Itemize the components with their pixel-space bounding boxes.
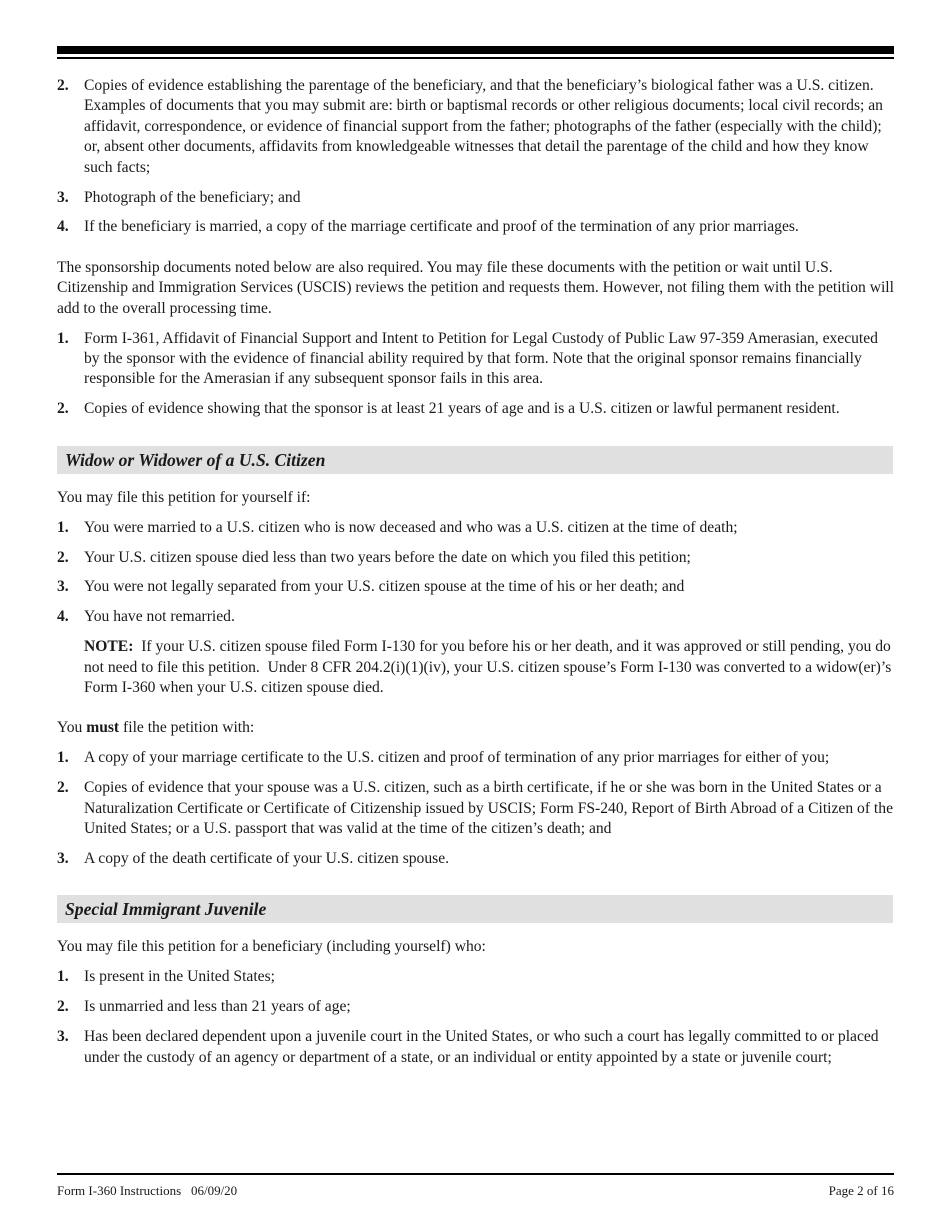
list-item xyxy=(57,577,897,597)
widow-docs-list xyxy=(57,748,897,869)
list-item xyxy=(57,748,897,768)
list-item xyxy=(57,1027,897,1068)
page-content xyxy=(57,76,897,1077)
list-item xyxy=(57,967,897,987)
list-number: 1. xyxy=(57,968,69,986)
list-text: Copies of evidence showing that the sponsor is at least 21 years of age and is a U.S. citizen or lawful permanent resident. xyxy=(84,400,840,418)
sponsorship-intro: The sponsorship documents noted below are also required. You may file these documents with the petition or wait until U.S. Citizenship and Immigration Services (USCIS) reviews the petition and requests them. However, not filing them with the petition will add to the overall processing time. xyxy=(57,258,894,317)
must-file-line xyxy=(57,718,897,738)
section-heading-juvenile: Special Immigrant Juvenile xyxy=(57,895,893,923)
note-text: If your U.S. citizen spouse filed Form I-130 for you before his or her death, and it was approved or still pending, you do not need to file this petition. Under 8 CFR 204.2(i)(1)(iv), your U.S. citizen spouse’s Form I-130 was converted to a widow(er)’s Form I-360 when your U.S. citizen spouse died. xyxy=(84,638,896,697)
list-item xyxy=(57,329,897,390)
must-pre: You xyxy=(57,719,87,737)
list-text: If the beneficiary is married, a copy of the marriage certificate and proof of the termination of any prior marriages. xyxy=(84,218,799,236)
top-rule-thin xyxy=(57,57,894,59)
list-item xyxy=(57,778,897,839)
footer-page-number: Page 2 of 16 xyxy=(828,1183,894,1198)
list-number: 4. xyxy=(57,608,69,626)
list-number: 3. xyxy=(57,1028,69,1046)
list-text: You have not remarried. xyxy=(84,608,235,626)
list-text: A copy of your marriage certificate to the U.S. citizen and proof of termination of any prior marriages for either of you; xyxy=(84,749,830,767)
list-text: You were not legally separated from your U.S. citizen spouse at the time of his or her death; and xyxy=(84,578,685,596)
list-number: 4. xyxy=(57,218,69,236)
list-text: Your U.S. citizen spouse died less than two years before the date on which you filed this petition; xyxy=(84,548,691,566)
list-text: Photograph of the beneficiary; and xyxy=(84,188,301,206)
list-number: 2. xyxy=(57,548,69,566)
list-item xyxy=(57,399,897,419)
widow-note xyxy=(57,637,897,698)
list-item xyxy=(57,76,897,178)
list-item xyxy=(57,849,897,869)
widow-intro: You may file this petition for yourself if: xyxy=(57,488,311,506)
list-item xyxy=(57,217,897,237)
list-number: 2. xyxy=(57,779,69,797)
widow-conditions-list xyxy=(57,518,897,628)
juvenile-list xyxy=(57,967,897,1068)
list-text: Copies of evidence that your spouse was a U.S. citizen, such as a birth certificate, if he or she was born in the United States or a Naturalization Certificate or Certificate of Citizenship issued by USCIS; Form FS-240, Report of Birth Abroad of a Citizen of the United States; or a U.S. passport that was valid at the time of the citizen’s death; and xyxy=(84,779,893,838)
list-text: A copy of the death certificate of your U.S. citizen spouse. xyxy=(84,849,450,867)
section-heading-widow: Widow or Widower of a U.S. Citizen xyxy=(57,446,893,474)
list-item xyxy=(57,548,897,568)
list-text: Has been declared dependent upon a juvenile court in the United States, or who such a court has legally committed to or placed under the custody of an agency or department of a state, or an individual or entity appointed by a state or juvenile court; xyxy=(84,1028,879,1066)
list-number: 1. xyxy=(57,329,69,347)
list-number: 3. xyxy=(57,578,69,596)
list-number: 1. xyxy=(57,749,69,767)
list-number: 3. xyxy=(57,188,69,206)
list-number: 2. xyxy=(57,77,69,94)
list-number: 3. xyxy=(57,849,69,867)
list-text: Is present in the United States; xyxy=(84,968,275,986)
list-text: Is unmarried and less than 21 years of age; xyxy=(84,998,351,1016)
list-item xyxy=(57,997,897,1017)
must-post: file the petition with: xyxy=(119,719,255,737)
list-item xyxy=(57,607,897,627)
list-number: 2. xyxy=(57,998,69,1016)
list-item xyxy=(57,518,897,538)
list-item xyxy=(57,188,897,208)
list-text: You were married to a U.S. citizen who is now deceased and who was a U.S. citizen at the time of death; xyxy=(84,518,738,536)
list-text: Copies of evidence establishing the parentage of the beneficiary, and that the beneficiary’s biological father was a U.S. citizen. Examples of documents that you may submit are: birth or baptismal records or other religious documents; local civil records; an affidavit, correspondence, or evidence of financial support from the father; photographs of the father (especially with the child); or, absent other documents, affidavits from knowledgeable witnesses that detail the parentage of the child and how they know such facts; xyxy=(84,77,883,176)
note-label: NOTE: xyxy=(84,638,134,656)
juvenile-intro: You may file this petition for a beneficiary (including yourself) who: xyxy=(57,938,486,956)
footer-rule xyxy=(57,1173,894,1175)
footer-form-id: Form I-360 Instructions 06/09/20 xyxy=(57,1183,238,1198)
top-rule-thick xyxy=(57,46,894,54)
evidence-list xyxy=(57,76,897,238)
list-number: 2. xyxy=(57,400,69,418)
list-text: Form I-361, Affidavit of Financial Support and Intent to Petition for Legal Custody of Public Law 97-359 Amerasian, executed by the sponsor with the evidence of financial ability required by that form. Note that the original sponsor remains financially responsible for the Amerasian if any subsequent sponsor fails in this area. xyxy=(84,329,878,388)
list-number: 1. xyxy=(57,518,69,536)
sponsorship-list xyxy=(57,329,897,420)
must-bold: must xyxy=(86,719,120,737)
